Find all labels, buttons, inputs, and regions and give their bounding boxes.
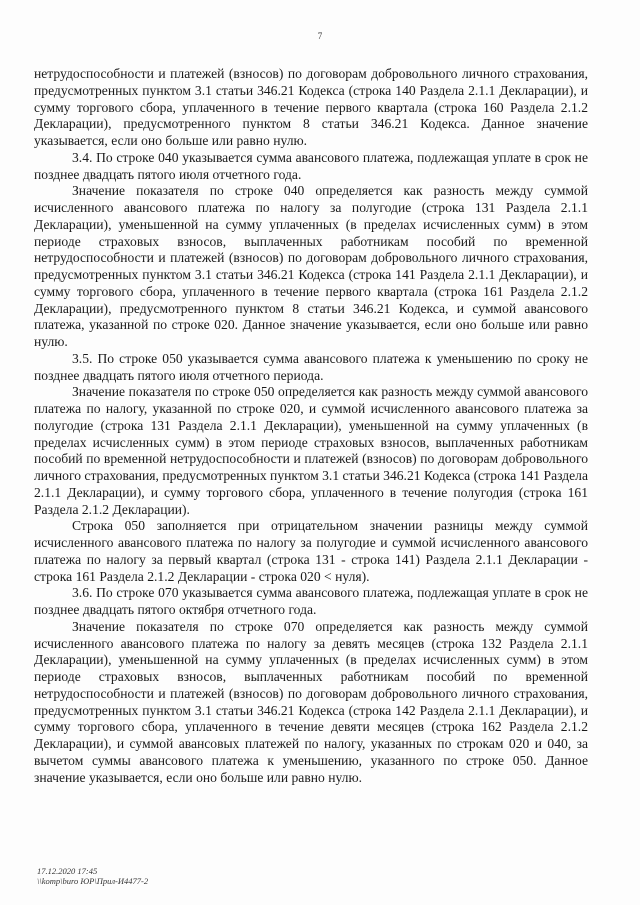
- page-number: 7: [317, 31, 323, 41]
- document-footer: [37, 866, 148, 886]
- paragraph: нетрудоспособности и платежей (взносов) по договорам добровольного личного страхования, предусмотренных пунктом 3.1 статьи 346.21 Кодекса (строка 140 Раздела 2.1.1 Декларации), и сумму торгового сбора, уплаченного в течение первого квартала (строка 160 Раздела 2.1.2 Декларации), предусмотренного пунктом 8 статьи 346.21 Кодекса. Данное значение указывается, если оно больше или равно нулю.: [34, 66, 588, 148]
- paragraph: 3.5. По строке 050 указывается сумма авансового платежа к уменьшению по сроку не позднее двадцать пятого июля отчетного периода.: [34, 350, 588, 383]
- document-body: [34, 66, 588, 786]
- paragraph: Значение показателя по строке 050 определяется как разность между суммой авансового платежа по налогу, указанной по строке 020, и суммой исчисленного авансового платежа за полугодие (строка 131 Раздела 2.1.1 Декларации), уменьшенной на сумму уплаченных (в пределах исчисленных сумм) в этом периоде страховых взносов, выплаченных работникам пособий по временной нетрудоспособности и платежей (взносов) по договорам добровольного личного страхования, предусмотренных пунктом 3.1 статьи 346.21 Кодекса (строка 141 Раздела 2.1.1 Декларации), и сумму торгового сбора, уплаченного в течение полугодия (строка 161 Раздела 2.1.2 Декларации).: [34, 384, 588, 517]
- paragraph: Значение показателя по строке 070 определяется как разность между суммой исчисленного авансового платежа по налогу за девять месяцев (строка 132 Раздела 2.1.1 Декларации), уменьшенной на сумму уплаченных (в пределах исчисленных сумм) в этом периоде страховых взносов, выплаченных работникам пособий по временной нетрудоспособности и платежей (взносов) по договорам добровольного личного страхования, предусмотренных пунктом 3.1 статьи 346.21 Кодекса (строка 142 Раздела 2.1.1 Декларации), и сумму торгового сбора, уплаченного в течение девяти месяцев (строка 162 Раздела 2.1.2 Декларации), и суммой авансовых платежей по налогу, указанных по строкам 020 и 040, за вычетом суммы авансового платежа к уменьшению, указанного по строке 050. Данное значение указывается, если оно больше или равно нулю.: [34, 618, 588, 785]
- footer-file-path: \\komp\buro ЮР\Прил-И4477-2: [37, 876, 149, 886]
- paragraph: Значение показателя по строке 040 определяется как разность между суммой исчисленного авансового платежа по налогу за полугодие (строка 131 Раздела 2.1.1 Декларации), уменьшенной на сумму уплаченных (в пределах исчисленных сумм) в этом периоде страховых взносов, выплаченных работникам пособий по временной нетрудоспособности и платежей (взносов) по договорам добровольного личного страхования, предусмотренных пунктом 3.1 статьи 346.21 Кодекса (строка 141 Раздела 2.1.1 Декларации), и сумму торгового сбора, уплаченного в течение первого квартала (строка 161 Раздела 2.1.2 Декларации), предусмотренного пунктом 8 статьи 346.21 Кодекса, и суммой авансового платежа, указанной по строке 020. Данное значение указывается, если оно больше или равно нулю.: [34, 183, 588, 349]
- paragraph: 3.6. По строке 070 указывается сумма авансового платежа, подлежащая уплате в срок не позднее двадцать пятого октября отчетного года.: [34, 585, 588, 617]
- paragraph: 3.4. По строке 040 указывается сумма авансового платежа, подлежащая уплате в срок не позднее двадцать пятого июля отчетного года.: [34, 149, 588, 182]
- paragraph: Строка 050 заполняется при отрицательном значении разницы между суммой исчисленного авансового платежа по налогу за полугодие и суммой исчисленного авансового платежа по налогу за первый квартал (строка 131 - строка 141) Раздела 2.1.1 Декларации - строка 161 Раздела 2.1.2 Декларации - строка 020 < нуля).: [34, 518, 588, 584]
- footer-timestamp: 17.12.2020 17:45: [37, 866, 98, 876]
